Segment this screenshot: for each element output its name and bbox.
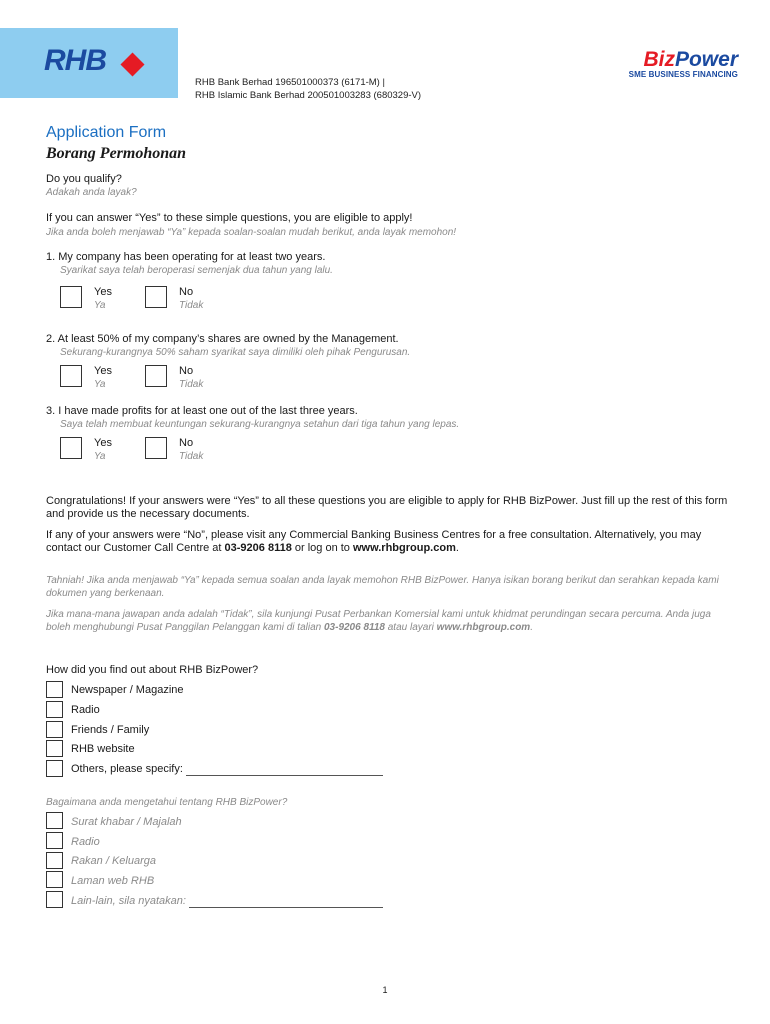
page-number: 1 bbox=[382, 985, 388, 995]
q2-yes-checkbox[interactable] bbox=[60, 365, 82, 387]
qualify-heading-malay: Adakah anda layak? bbox=[46, 187, 137, 198]
q3-no-checkbox[interactable] bbox=[145, 437, 167, 459]
question-3-malay: Saya telah membuat keuntungan sekurang-kurangnya setahun dari tiga tahun yang lepas. bbox=[60, 419, 460, 430]
source-ms-website-checkbox[interactable] bbox=[46, 871, 63, 888]
source-ms-newspaper-checkbox[interactable] bbox=[46, 812, 63, 829]
q2-no-label: No Tidak bbox=[179, 365, 204, 390]
page-title-malay: Borang Permohonan bbox=[46, 145, 187, 162]
source-ms-others-label: Lain-lain, sila nyatakan: bbox=[71, 895, 186, 907]
source-others-checkbox[interactable] bbox=[46, 760, 63, 777]
source-website-checkbox[interactable] bbox=[46, 740, 63, 757]
call-centre-phone-malay: 03-9206 8118 bbox=[323, 622, 385, 633]
source-question: How did you find out about RHB BizPower? bbox=[46, 664, 259, 676]
source-radio-checkbox[interactable] bbox=[46, 701, 63, 718]
rhb-logo-text: RHB bbox=[44, 44, 106, 77]
question-1: 1. My company has been operating for at least two years. bbox=[46, 251, 326, 263]
rhb-logo bbox=[0, 28, 178, 98]
source-newspaper-label: Newspaper / Magazine bbox=[71, 684, 184, 696]
question-1-malay: Syarikat saya telah beroperasi semenjak dua tahun yang lalu. bbox=[60, 265, 333, 276]
source-newspaper-checkbox[interactable] bbox=[46, 681, 63, 698]
source-friends-checkbox[interactable] bbox=[46, 721, 63, 738]
source-ms-friends-checkbox[interactable] bbox=[46, 852, 63, 869]
q1-no-checkbox[interactable] bbox=[145, 286, 167, 308]
source-radio-label: Radio bbox=[71, 704, 100, 716]
source-ms-radio-label: Radio bbox=[71, 836, 100, 848]
no-answer-text-malay: Jika mana-mana jawapan anda adalah “Tidak”, sila kunjungi Pusat Perbankan Komersial kami untuk khidmat perundingan secara percuma. Anda juga boleh menghubungi Pusat Panggilan Pelanggan kami di talian 03-9206 8118 atau layari www.rhbgroup.com. bbox=[46, 609, 711, 633]
rhb-diamond-icon bbox=[120, 52, 144, 76]
congrats-text-malay: Tahniah! Jika anda menjawab “Ya” kepada semua soalan anda layak memohon RHB BizPower. Hanya isikan borang berikut dan serahkan kepada kami dokumen yang berkenaan. bbox=[46, 575, 719, 599]
source-ms-website-label: Laman web RHB bbox=[71, 875, 155, 887]
intro-text: If you can answer “Yes” to these simple questions, you are eligible to apply! bbox=[46, 212, 413, 224]
intro-text-malay: Jika anda boleh menjawab “Ya” kepada soalan-soalan mudah berikut, anda layak memohon! bbox=[46, 227, 457, 238]
qualify-heading: Do you qualify? bbox=[46, 173, 122, 185]
q1-yes-label: Yes Ya bbox=[94, 286, 112, 311]
source-friends-label: Friends / Family bbox=[71, 724, 150, 736]
bank-line-1: RHB Bank Berhad 196501000373 (6171-M) | bbox=[195, 77, 385, 88]
no-answer-text: If any of your answers were “No”, please visit any Commercial Banking Business Centres for a free consultation. Alternatively, you may contact our Customer Call Centre at 03-9206 8118 or log on to www.rhbgroup.com. bbox=[46, 529, 702, 554]
source-others-label: Others, please specify: bbox=[71, 763, 183, 775]
website-link-malay[interactable]: www.rhbgroup.com bbox=[436, 622, 531, 633]
bizpower-tagline: SME BUSINESS FINANCING bbox=[628, 70, 738, 79]
q3-no-label: No Tidak bbox=[179, 437, 204, 462]
bank-line-2: RHB Islamic Bank Berhad 200501003283 (680329-V) bbox=[195, 90, 422, 101]
question-3: 3. I have made profits for at least one out of the last three years. bbox=[46, 405, 358, 417]
q3-yes-checkbox[interactable] bbox=[60, 437, 82, 459]
source-ms-radio-checkbox[interactable] bbox=[46, 832, 63, 849]
source-ms-friends-label: Rakan / Keluarga bbox=[71, 855, 156, 867]
call-centre-phone: 03-9206 8118 bbox=[224, 542, 292, 554]
source-question-malay: Bagaimana anda mengetahui tentang RHB BizPower? bbox=[46, 797, 288, 808]
q1-yes-checkbox[interactable] bbox=[60, 286, 82, 308]
bizpower-logo bbox=[629, 50, 738, 79]
source-ms-newspaper-label: Surat khabar / Majalah bbox=[71, 816, 182, 828]
bank-registration bbox=[195, 76, 421, 102]
q2-no-checkbox[interactable] bbox=[145, 365, 167, 387]
question-2: 2. At least 50% of my company’s shares are owned by the Management. bbox=[46, 333, 399, 345]
bizpower-wordmark: BizPower bbox=[643, 48, 738, 71]
source-ms-others-input[interactable] bbox=[189, 907, 383, 908]
q2-yes-label: Yes Ya bbox=[94, 365, 112, 390]
q1-no-label: No Tidak bbox=[179, 286, 204, 311]
website-link[interactable]: www.rhbgroup.com bbox=[352, 542, 456, 554]
question-2-malay: Sekurang-kurangnya 50% saham syarikat saya dimiliki oleh pihak Pengurusan. bbox=[60, 347, 411, 358]
source-others-input[interactable] bbox=[186, 775, 383, 776]
source-ms-others-checkbox[interactable] bbox=[46, 891, 63, 908]
page-title: Application Form bbox=[46, 124, 167, 141]
source-website-label: RHB website bbox=[71, 743, 135, 755]
congrats-text: Congratulations! If your answers were “Yes” to all these questions you are eligible to apply for RHB BizPower. Just fill up the rest of this form and provide us the necessary documents. bbox=[46, 495, 728, 520]
q3-yes-label: Yes Ya bbox=[94, 437, 112, 462]
